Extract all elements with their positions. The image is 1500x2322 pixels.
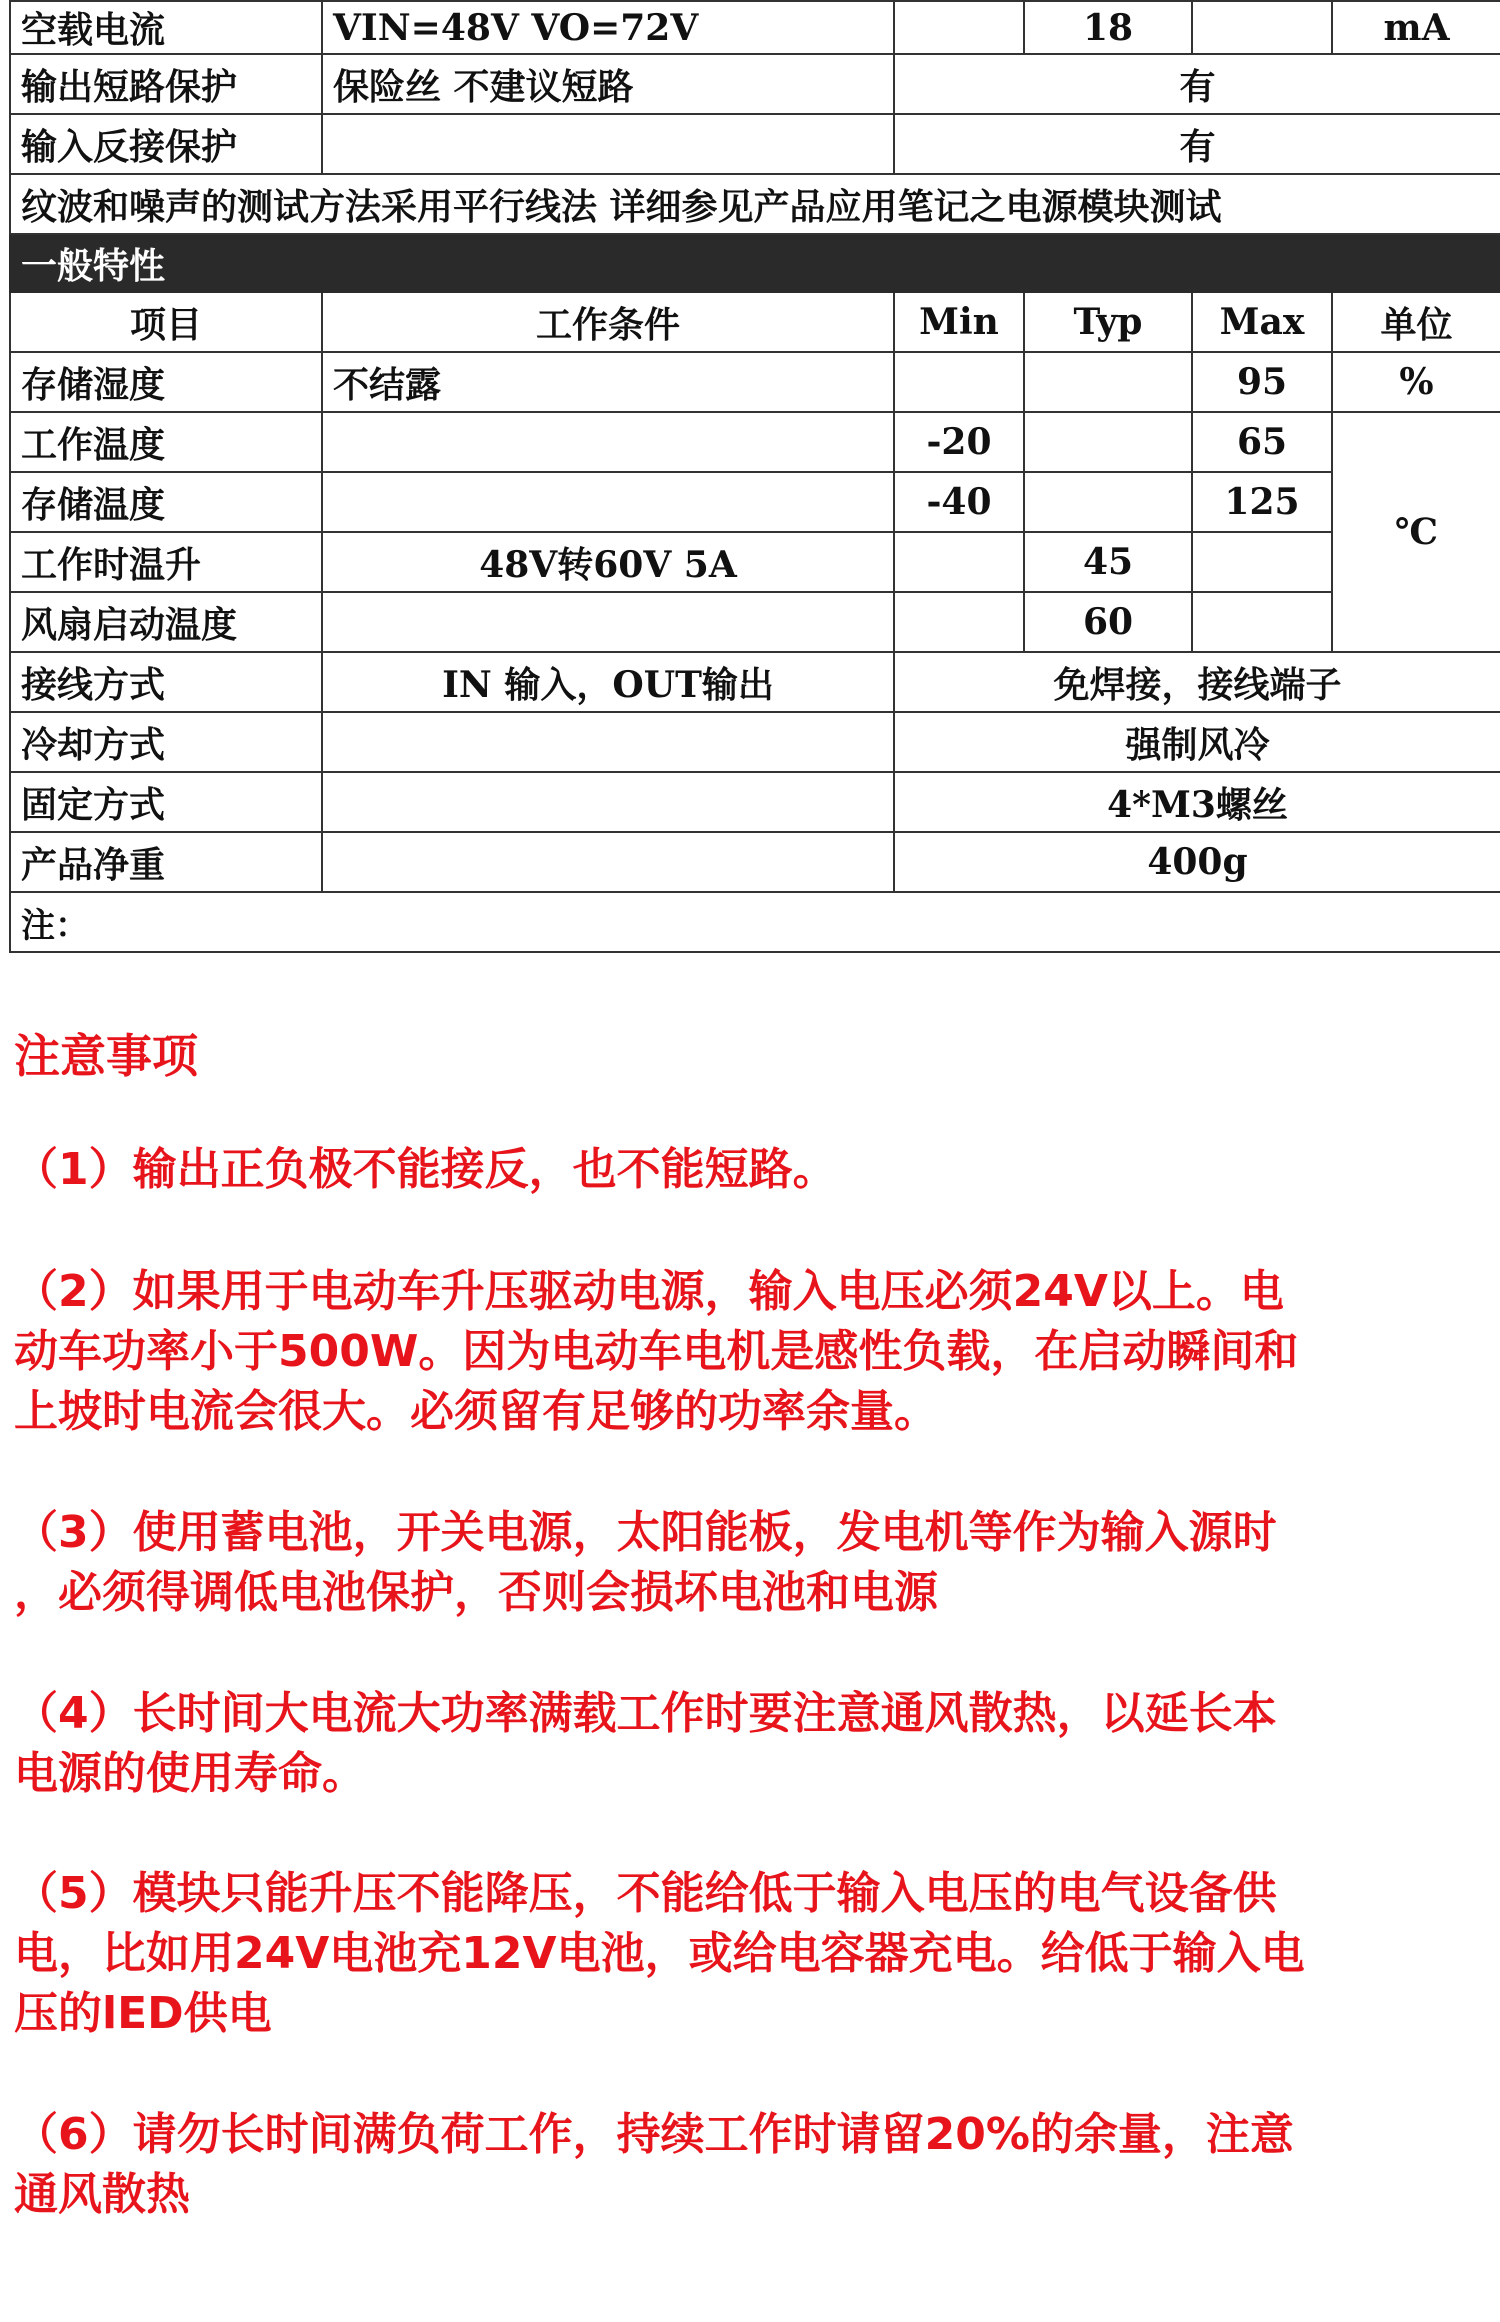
row-max: 65 (1192, 412, 1332, 472)
table-row (10, 114, 1500, 174)
note-line: 电，比如用24V电池充12V电池，或给电容器充电。给低于输入电 (14, 1928, 1305, 1979)
row-typ (1024, 352, 1192, 412)
row-condition: 保险丝 不建议短路 (322, 54, 894, 114)
row-condition (322, 592, 894, 652)
note-line: （5）模块只能升压不能降压，不能给低于输入电压的电气设备供 (14, 1868, 1277, 1919)
row-max (1192, 1, 1332, 54)
section-header (10, 234, 1500, 292)
row-condition (322, 712, 894, 772)
row-max (1192, 592, 1332, 652)
ripple-note: 纹波和噪声的测试方法采用平行线法 详细参见产品应用笔记之电源模块测试 (10, 174, 1500, 234)
note-line: 上坡时电流会很大。必须留有足够的功率余量。 (14, 1386, 938, 1437)
note-item (14, 1503, 1484, 1623)
row-unit: mA (1332, 1, 1500, 54)
header-typ: Typ (1024, 292, 1192, 352)
note-item (14, 2105, 1484, 2225)
row-min: -20 (894, 412, 1024, 472)
table-row (10, 592, 1500, 652)
table-row (10, 352, 1500, 412)
row-condition (322, 832, 894, 892)
table-row (10, 532, 1500, 592)
row-typ: 60 (1024, 592, 1192, 652)
note-item (14, 1262, 1484, 1442)
header-min: Min (894, 292, 1024, 352)
row-value: 有 (894, 54, 1500, 114)
row-label: 冷却方式 (10, 712, 322, 772)
note-line: 通风散热 (14, 2169, 190, 2220)
note-line: 压的lED供电 (14, 1988, 272, 2039)
row-typ: 45 (1024, 532, 1192, 592)
header-item: 项目 (10, 292, 322, 352)
row-label: 接线方式 (10, 652, 322, 712)
note-item (14, 1864, 1484, 2044)
header-condition: 工作条件 (322, 292, 894, 352)
note-line: （4）长时间大电流大功率满载工作时要注意通风散热，以延长本 (14, 1688, 1277, 1739)
ripple-note-row (10, 174, 1500, 234)
table-row (10, 1, 1500, 54)
notes-section (14, 1020, 1494, 1086)
row-label: 存储湿度 (10, 352, 322, 412)
row-value: 强制风冷 (894, 712, 1500, 772)
table-row (10, 652, 1500, 712)
row-condition (322, 412, 894, 472)
table-row (10, 712, 1500, 772)
table-row (10, 54, 1500, 114)
row-value: 有 (894, 114, 1500, 174)
note-line: 动车功率小于500W。因为电动车电机是感性负载，在启动瞬间和 (14, 1326, 1299, 1377)
row-condition: VIN=48V VO=72V (322, 1, 894, 54)
note-row (10, 892, 1500, 952)
row-typ (1024, 472, 1192, 532)
row-max: 125 (1192, 472, 1332, 532)
row-value: 4*M3螺丝 (894, 772, 1500, 832)
row-label: 产品净重 (10, 832, 322, 892)
row-min (894, 1, 1024, 54)
spec-table (9, 0, 1500, 953)
header-unit: 单位 (1332, 292, 1500, 352)
row-typ (1024, 412, 1192, 472)
note-line: （1）输出正负极不能接反，也不能短路。 (14, 1144, 837, 1195)
row-label: 输出短路保护 (10, 54, 322, 114)
note-line: ，必须得调低电池保护，否则会损坏电池和电源 (14, 1567, 938, 1618)
header-max: Max (1192, 292, 1332, 352)
table-row (10, 772, 1500, 832)
row-label: 工作温度 (10, 412, 322, 472)
row-unit: % (1332, 352, 1500, 412)
temp-unit: ℃ (1332, 412, 1500, 652)
note-line: 电源的使用寿命。 (14, 1748, 366, 1799)
row-min (894, 592, 1024, 652)
row-value: 免焊接，接线端子 (894, 652, 1500, 712)
row-max (1192, 532, 1332, 592)
notes-title: 注意事项 (14, 1029, 198, 1083)
row-value: 400g (894, 832, 1500, 892)
row-min (894, 352, 1024, 412)
table-row (10, 832, 1500, 892)
section-title: 一般特性 (10, 234, 1500, 292)
row-typ: 18 (1024, 1, 1192, 54)
note-line: （6）请勿长时间满负荷工作，持续工作时请留20%的余量，注意 (14, 2109, 1294, 2160)
row-min (894, 532, 1024, 592)
row-condition: IN 输入，OUT输出 (322, 652, 894, 712)
note-label: 注： (10, 892, 1500, 952)
row-condition (322, 772, 894, 832)
table-row (10, 472, 1500, 532)
row-condition: 不结露 (322, 352, 894, 412)
header-row (10, 292, 1500, 352)
note-item (14, 1140, 1484, 1200)
row-condition: 48V转60V 5A (322, 532, 894, 592)
row-min: -40 (894, 472, 1024, 532)
row-condition (322, 114, 894, 174)
note-line: （2）如果用于电动车升压驱动电源，输入电压必须24V以上。电 (14, 1266, 1284, 1317)
note-item (14, 1684, 1484, 1804)
row-label: 工作时温升 (10, 532, 322, 592)
row-label: 固定方式 (10, 772, 322, 832)
row-max: 95 (1192, 352, 1332, 412)
row-label: 存储温度 (10, 472, 322, 532)
row-condition (322, 472, 894, 532)
row-label: 风扇启动温度 (10, 592, 322, 652)
row-label: 空载电流 (10, 1, 322, 54)
row-label: 输入反接保护 (10, 114, 322, 174)
table-row (10, 412, 1500, 472)
note-line: （3）使用蓄电池，开关电源，太阳能板，发电机等作为输入源时 (14, 1507, 1277, 1558)
